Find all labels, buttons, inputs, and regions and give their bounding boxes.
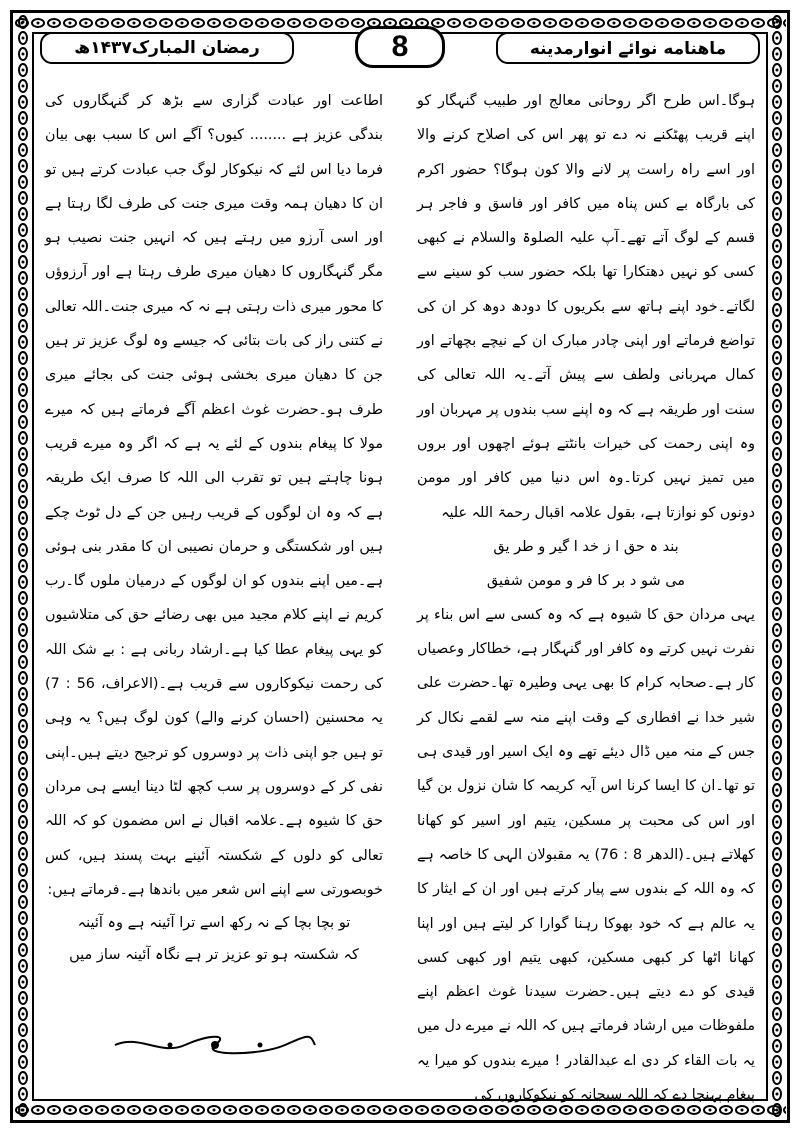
- left-paragraph-1: اطاعت اور عبادت گزاری سے بڑھ کر گنہگاروں کی بندگی عزیز ہے ........ کیوں؟ آگے اس کا سبب بھی بیان فرما دیا اس لئے کہ نیکوکار لوگ جب عبادت کرتے ہیں تو ان کا دھیان ہمہ وقت میری جنت کی طرف لگا رہتا ہے اور اسی آرزو میں رہتے ہیں کہ انہیں جنت نصیب ہو مگر گنہگاروں کا دھیان میری طرف رہتا ہے اور آرزوؤں کا محور میری ذات رہتی ہے نہ کہ میری جنت۔اللہ تعالی نے کتنی راز کی بات بتائی کہ جیسے وہ لوگ عزیز تر ہیں جن کا دھیان میری بخشی ہوئی جنت کی بجائے میری طرف ہو۔حضرت غوث اعظم آگے فرماتے ہیں کہ میرے مولا کا پیغام بندوں کے لئے یہ ہے کہ اگر وہ میرے قریب ہونا چاہتے ہیں تو تقرب الی اللہ کا صرف ایک طریقہ ہے کہ وہ ان لوگوں کے قریب رہیں جن کے دل ٹوٹ چکے ہیں اور شکستگی و حرمان نصیبی ان کا مقدر بنی ہوئی ہے۔میں اپنے بندوں کو ان لوگوں کے درمیان ملوں گا۔رب کریم نے اپنے کلام مجید میں بھی رضائے حق کی متلاشیوں کو یہی پیغام عطا کیا ہے۔ارشاد ربانی ہے : بے شک اللہ کی رحمت نیکوکاروں سے قریب ہے۔(الاعراف، 56 : 7) یہ محسنین (احسان کرنے والے) کون لوگ ہیں؟ یہ وہی تو ہیں جو اپنی ذات پر دوسروں کو ترجیح دیتے ہیں۔اپنی نفی کر کے دوسروں پر سب کچھ لٹا دینا ایسے ہی مردان حق کا شیوہ ہے۔علامہ اقبال نے اس مضمون کو کہ اللہ تعالی کو دلوں کے شکستہ آئینے بہت پسند ہیں، کس خوبصورتی سے اپنے اس شعر میں باندھا ہے۔فرماتے ہیں:: [44, 93, 383, 898]
- left-text-column: [45, 84, 383, 971]
- urdu-couplet-line-2: کہ شکستہ ہو تو عزیز تر ہے نگاہ آئینہ ساز میں: [69, 947, 359, 964]
- persian-verse-line-2: می شو د بر کا فر و مومن شفیق: [486, 572, 686, 589]
- right-paragraph-2: یہی مردان حق کا شیوہ ہے کہ وہ کسی سے اس بناء پر نفرت نہیں کرتے وہ کافر اور گنہگار ہے، خطاکار وعصیاں کار ہے۔صحابہ کرام کا بھی یہی وطیرہ تھا۔حضرت علی شیر خدا نے افطاری کے وقت اپنے منہ سے لقمے نکال کر جس کے منہ میں ڈال دیئے تھے وہ ایک اسیر اور قیدی ہی تو تھا۔ان کا ایسا کرنا اس آیہ کریمہ کا شان نزول بن گیا اور اس کی محبت پر مسکین، یتیم اور اسیر کو کھانا کھلاتے ہیں۔(الدھر 8 : 76) یہ مقبولان الہی کا خاصہ ہے کہ وہ اللہ کے بندوں سے پیار کرتے ہیں اور ان کے ایثار کا یہ عالم ہے کہ خود بھوکا رہنا گوارا کر لیتے ہیں اور اپنا کھانا اٹھا کر کبھی مسکین، کبھی یتیم اور کبھی کسی قیدی کو دے دیتے ہیں۔حضرت سیدنا غوث اعظم اپنے ملفوظات میں ارشاد فرماتے ہیں کہ اللہ نے میرے دل میں یہ بات القاء کر دی اے عبدالقادر ! میرے بندوں کو میرا یہ پیغام پہنچا دے کہ اللہ سبحانہ کو نیکوکاروں کی: [417, 606, 755, 1104]
- right-text-column: [417, 84, 755, 1112]
- urdu-couplet-line-1: تو بچا بچا کے نہ رکھ اسے ترا آئینہ ہے وہ آئینہ: [77, 915, 351, 932]
- persian-verse-line-1: بند ہ حق ا ز خد ا گیر و طر یق: [493, 538, 679, 555]
- right-paragraph-1: ہوگا۔اس طرح اگر روحانی معالج اور طبیب گنہگار کو اپنے قریب پھٹکنے نہ دے تو پھر اس کی اصلاح کرنے والا اور اسے راہ راست پر لانے والا کون ہوگا؟ حضور اکرم کی بارگاہ بے کس پناہ میں کافر اور فاسق و فاجر ہر قسم کے لوگ آتے تھے۔آپ علیہ الصلوۃ والسلام نے کبھی کسی کو نہیں دھتکارا تھا بلکہ حضور سب کو سینے سے لگاتے۔خود اپنے ہاتھ سے بکریوں کا دودھ دوھ کر ان کی تواضع فرماتے اور اپنی چادر مبارک ان کے نیچے بچھاتے اور کمال مہربانی ولطف سے پیش آتے۔یہ اللہ تعالی کی سنت اور طریقہ ہے کہ وہ اپنے سب بندوں پر مہربان اور وہ اپنی رحمت کی خیرات بانٹتے ہوئے اچھوں اور بروں میں تمیز نہیں کرتا۔وہ اس دنیا میں کافر اور مومن دونوں کو نوازتا ہے، بقول علامہ اقبال رحمۃ اللہ علیہ: [417, 93, 755, 521]
- magazine-title: ماهنامه نوائے انوارمدینه: [496, 32, 760, 64]
- calligraphic-flourish-ornament-icon: [110, 1034, 320, 1056]
- issue-date: رمضان المبارک۱۴۳۷ھ: [40, 32, 294, 64]
- page-header: [40, 26, 760, 66]
- page-number: 8: [355, 26, 445, 68]
